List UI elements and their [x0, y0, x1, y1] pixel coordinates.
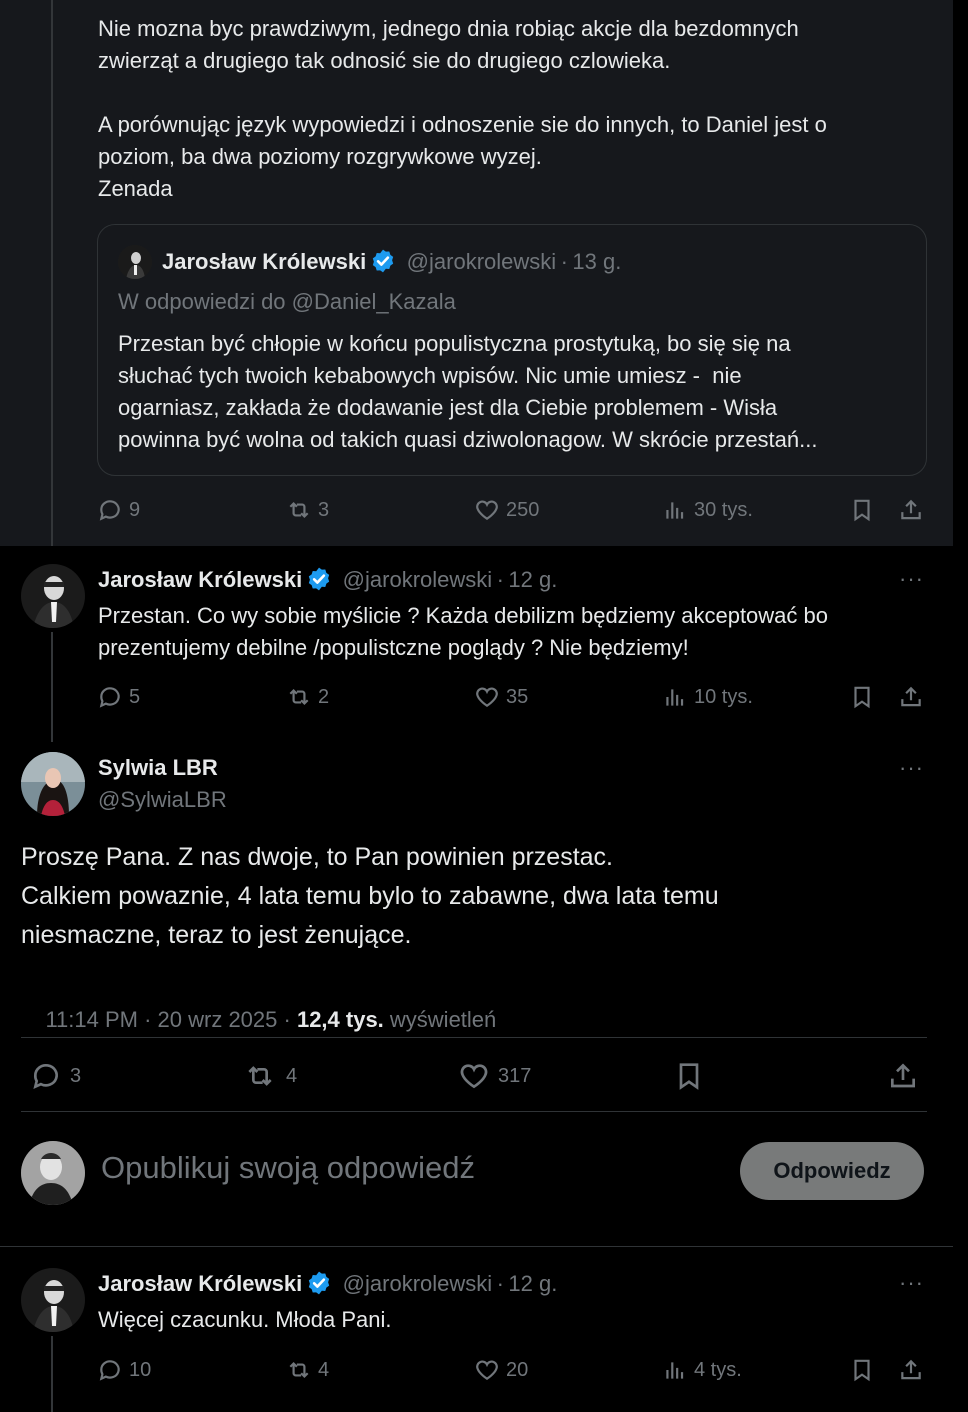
quoted-author-handle[interactable]: @jarokrolewski	[406, 249, 557, 274]
views-action[interactable]	[662, 1357, 742, 1383]
repost-count: 2	[318, 685, 330, 708]
quoted-author-name[interactable]: Jarosław Królewski	[162, 249, 367, 274]
like-icon	[474, 497, 500, 523]
reply-count: 3	[70, 1064, 82, 1087]
reply-action[interactable]	[97, 684, 140, 710]
repost-icon	[242, 1060, 278, 1092]
reply-count: 9	[129, 498, 141, 521]
quoted-text: Przestan być chłopie w końcu populistyczna prostytuką, bo się się na słuchać tych twoich kebabowych wpisów. Nic umie umiesz - nie ogarniasz, zakłada że dodawanie jest dla Ciebie problemem - Wisła powinna być wolna od takich quasi dziwolonagow. W skrócie przestań...	[118, 331, 818, 452]
reply-action[interactable]	[30, 1060, 81, 1092]
share-icon	[898, 1357, 924, 1383]
quoted-avatar[interactable]	[118, 245, 152, 279]
repost-icon	[286, 684, 312, 710]
tweet-text: Przestan. Co wy sobie myślicie ? Każda debilizm będziemy akceptować bo prezentujemy debilne /populistczne poglądy ? Nie będziemy!	[98, 603, 828, 660]
reply-icon	[97, 1357, 123, 1383]
user-avatar[interactable]	[21, 1141, 85, 1205]
repost-count: 4	[318, 1358, 330, 1381]
divider	[21, 1037, 927, 1038]
repost-action[interactable]	[286, 497, 329, 523]
more-options-button[interactable]: ···	[899, 566, 924, 591]
bookmark-icon	[849, 1357, 875, 1383]
reply-action[interactable]	[97, 1357, 151, 1383]
like-action[interactable]	[474, 497, 539, 523]
like-count: 317	[498, 1064, 532, 1087]
author-name[interactable]: Sylwia LBR	[98, 755, 218, 780]
author-avatar[interactable]	[21, 1268, 85, 1332]
divider	[0, 1246, 953, 1247]
main-tweet	[0, 742, 968, 1122]
author-name[interactable]: Jarosław Królewski	[98, 567, 303, 592]
author-avatar[interactable]	[21, 564, 85, 628]
reply-count: 10	[129, 1358, 152, 1381]
more-options-button[interactable]: ···	[899, 1270, 924, 1295]
bookmark-button[interactable]	[849, 1357, 875, 1383]
author-handle[interactable]: @jarokrolewski	[342, 1271, 493, 1296]
views-icon	[662, 684, 688, 710]
tweet-meta	[21, 981, 496, 1059]
views-count[interactable]: 12,4 tys.	[296, 1007, 384, 1032]
views-count: 30 tys.	[694, 498, 753, 521]
author-name[interactable]: Jarosław Królewski	[98, 1271, 303, 1296]
repost-icon	[286, 1357, 312, 1383]
like-count: 20	[506, 1358, 529, 1381]
bookmark-button[interactable]	[673, 1060, 705, 1092]
tweet-header	[98, 566, 557, 593]
repost-count: 4	[286, 1064, 298, 1087]
views-icon	[662, 497, 688, 523]
quoted-time[interactable]: 13 g.	[572, 249, 622, 274]
like-icon	[474, 1357, 500, 1383]
verified-icon	[370, 248, 396, 274]
views-count: 10 tys.	[694, 685, 753, 708]
reply-count: 5	[129, 685, 141, 708]
reply-tweet-2[interactable]	[0, 1250, 968, 1412]
views-action[interactable]	[662, 497, 753, 523]
views-icon	[662, 1357, 688, 1383]
reply-icon	[97, 497, 123, 523]
tweet-header	[98, 1270, 557, 1297]
reply-input[interactable]: Opublikuj swoją odpowiedź	[101, 1150, 475, 1185]
bookmark-button[interactable]	[849, 497, 875, 523]
top-tweet[interactable]	[0, 0, 953, 546]
timestamp[interactable]: 11:14 PM · 20 wrz 2025 ·	[45, 1007, 297, 1032]
verified-icon	[306, 566, 332, 592]
views-label: wyświetleń	[383, 1007, 497, 1032]
bookmark-button[interactable]	[849, 684, 875, 710]
more-options-button[interactable]: ···	[899, 755, 924, 780]
divider	[21, 1111, 927, 1112]
thread-line	[51, 0, 53, 546]
tweet-time[interactable]: 12 g.	[508, 567, 558, 592]
repost-action[interactable]	[286, 1357, 329, 1383]
tweet-text: Więcej czacunku. Młoda Pani.	[98, 1307, 392, 1332]
author-handle[interactable]: @jarokrolewski	[342, 567, 493, 592]
separator: ·	[560, 249, 568, 274]
quoted-tweet[interactable]	[97, 224, 927, 476]
like-icon	[458, 1060, 490, 1092]
thread-line	[51, 632, 53, 742]
share-button[interactable]	[898, 497, 924, 523]
bookmark-icon	[673, 1060, 705, 1092]
reply-context: W odpowiedzi do @Daniel_Kazala	[118, 289, 456, 314]
tweet-text: Nie mozna byc prawdziwym, jednego dnia robiąc akcje dla bezdomnych zwierząt a drugiego tak odnosić sie do drugiego czlowieka. A porównując język wypowiedzi i odnoszenie sie do innych, to Daniel jest o poziom, ba dwa poziomy rozgrywkowe wyzej. Zenada	[98, 16, 827, 201]
repost-count: 3	[318, 498, 330, 521]
share-icon	[887, 1060, 919, 1092]
like-action[interactable]	[474, 684, 528, 710]
bookmark-icon	[849, 497, 875, 523]
reply-button[interactable]: Odpowiedz	[740, 1142, 924, 1200]
author-handle[interactable]: @SylwiaLBR	[98, 787, 227, 812]
like-action[interactable]	[474, 1357, 528, 1383]
views-action[interactable]	[662, 684, 753, 710]
verified-icon	[306, 1270, 332, 1296]
bookmark-icon	[849, 684, 875, 710]
separator: ·	[496, 1271, 504, 1296]
reply-icon	[30, 1060, 62, 1092]
like-count: 250	[506, 498, 540, 521]
views-count: 4 tys.	[694, 1358, 742, 1381]
share-button[interactable]	[887, 1060, 919, 1092]
tweet-time[interactable]: 12 g.	[508, 1271, 558, 1296]
share-icon	[898, 497, 924, 523]
reply-icon	[97, 684, 123, 710]
like-action[interactable]	[458, 1060, 531, 1092]
tweet-text: Proszę Pana. Z nas dwoje, to Pan powinien przestac. Calkiem powaznie, 4 lata temu bylo to zabawne, dwa lata temu niesmaczne, teraz to jest żenujące.	[21, 843, 719, 949]
repost-icon	[286, 497, 312, 523]
share-button[interactable]	[898, 684, 924, 710]
separator: ·	[496, 567, 504, 592]
reply-tweet-1[interactable]	[0, 546, 968, 742]
like-count: 35	[506, 685, 529, 708]
share-button[interactable]	[898, 1357, 924, 1383]
repost-action[interactable]	[242, 1060, 297, 1092]
share-icon	[898, 684, 924, 710]
repost-action[interactable]	[286, 684, 329, 710]
like-icon	[474, 684, 500, 710]
thread-line	[51, 1336, 53, 1412]
author-avatar[interactable]	[21, 752, 85, 816]
quoted-header	[162, 248, 621, 275]
reply-action[interactable]	[97, 497, 140, 523]
